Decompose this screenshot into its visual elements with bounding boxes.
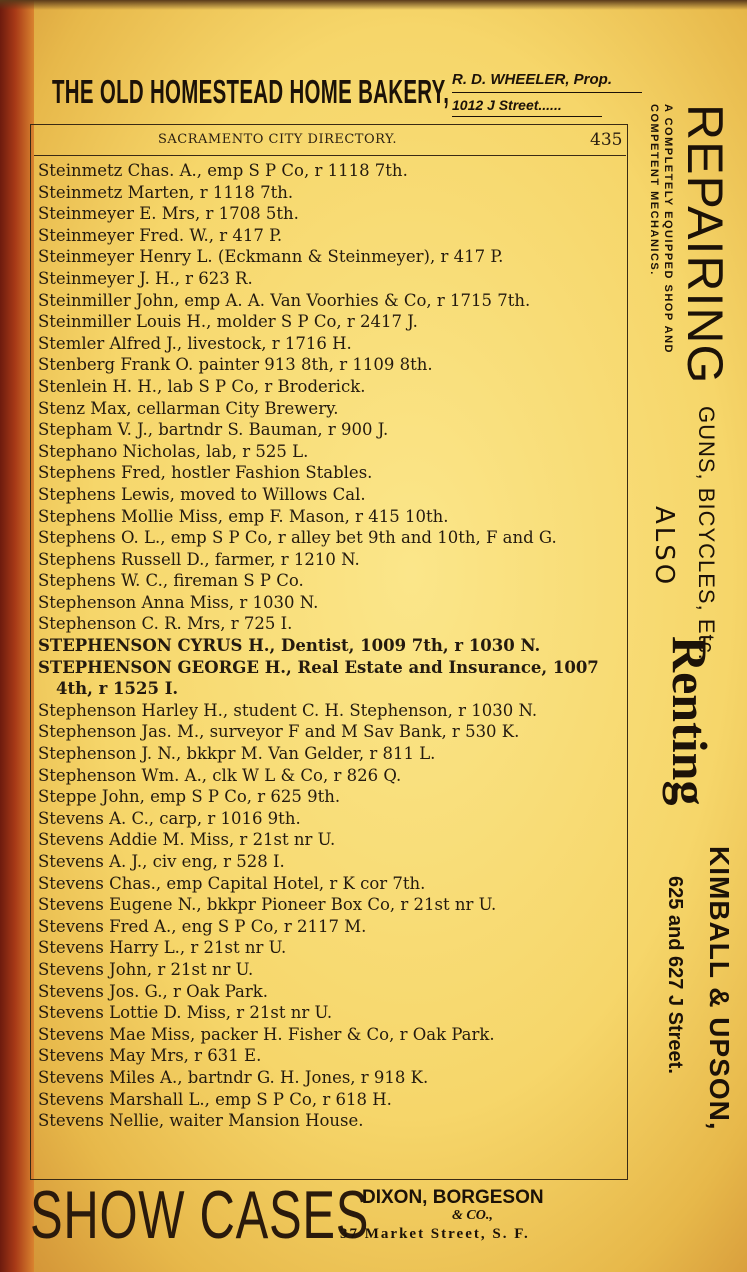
directory-entry: Steinmiller John, emp A. A. Van Voorhies & Co, r 1715 7th.: [38, 290, 531, 310]
directory-entry: Stevens Marshall L., emp S P Co, r 618 H.: [38, 1089, 392, 1109]
directory-entry: Steinmetz Marten, r 1118 7th.: [38, 182, 294, 202]
directory-entries: [38, 160, 626, 1132]
directory-entry: Stemler Alfred J., livestock, r 1716 H.: [38, 333, 352, 353]
directory-entry: Stephens O. L., emp S P Co, r alley bet 9th and 10th, F and G.: [38, 528, 557, 548]
directory-entry: Stevens Eugene N., bkkpr Pioneer Box Co, r 21st nr U.: [38, 895, 497, 915]
bakery-ad-name: THE OLD HOMESTEAD HOME BAKERY,: [52, 73, 450, 110]
side-ad-repairing: REPAIRING: [677, 104, 733, 385]
bottom-ad-show-cases: SHOW CASES: [30, 1177, 370, 1253]
directory-entry: Stephenson J. N., bkkpr M. Van Gelder, r 811 L.: [38, 744, 436, 764]
directory-entry: Stevens John, r 21st nr U.: [38, 959, 254, 979]
directory-entry: Stephens Lewis, moved to Willows Cal.: [38, 484, 366, 504]
side-ad-company: KIMBALL & UPSON,: [704, 846, 735, 1131]
directory-entry: Stevens Mae Miss, packer H. Fisher & Co, r Oak Park.: [38, 1024, 495, 1044]
directory-entry: Stephens Fred, hostler Fashion Stables.: [38, 463, 373, 483]
directory-entry: Steinmetz Chas. A., emp S P Co, r 1118 7th.: [38, 161, 408, 180]
directory-entry: Stevens Jos. G., r Oak Park.: [38, 981, 269, 1001]
directory-entry: Stephens W. C., fireman S P Co.: [38, 571, 304, 591]
directory-entry: Stevens Nellie, waiter Mansion House.: [38, 1111, 364, 1131]
directory-entry: Steinmeyer Fred. W., r 417 P.: [38, 225, 283, 245]
side-ad-rotated: [630, 96, 747, 1196]
directory-entry: Stephano Nicholas, lab, r 525 L.: [38, 441, 309, 461]
directory-entry: Stevens A. J., civ eng, r 528 I.: [38, 852, 285, 871]
page-binding-edge: [0, 0, 34, 1272]
directory-entry: Stenlein H. H., lab S P Co, r Broderick.: [38, 376, 366, 396]
directory-entry: STEPHENSON GEORGE H., Real Estate and Insurance, 1007 4th, r 1525 I.: [38, 657, 599, 699]
directory-entry: STEPHENSON CYRUS H., Dentist, 1009 7th, r 1030 N.: [38, 636, 541, 656]
header-rule: [34, 155, 626, 156]
directory-entry: Stephens Mollie Miss, emp F. Mason, r 415 10th.: [38, 506, 449, 526]
directory-entry: Stevens Chas., emp Capital Hotel, r K cor 7th.: [38, 873, 426, 893]
directory-entry: Stevens Fred A., eng S P Co, r 2117 M.: [38, 916, 367, 936]
page-number: 435: [590, 130, 623, 150]
directory-entry: Stephenson Harley H., student C. H. Stephenson, r 1030 N.: [38, 700, 538, 720]
directory-entry: Steinmeyer J. H., r 623 R.: [38, 268, 253, 288]
side-ad: [630, 96, 747, 1196]
directory-entry: Stephenson Wm. A., clk W L & Co, r 826 Q.: [38, 765, 402, 785]
side-ad-renting: Renting: [662, 636, 718, 806]
directory-entry: Stenz Max, cellarman City Brewery.: [38, 398, 339, 418]
directory-entry: Stepham V. J., bartndr S. Bauman, r 900 J.: [38, 420, 389, 440]
directory-entry: Steinmiller Louis H., molder S P Co, r 2417 J.: [38, 312, 418, 332]
directory-entry: Steinmeyer Henry L. (Eckmann & Steinmeyer), r 417 P.: [38, 247, 504, 267]
directory-entry: Stephens Russell D., farmer, r 1210 N.: [38, 549, 360, 569]
side-ad-tagline-1: A COMPLETELY EQUIPPED SHOP AND: [662, 104, 674, 354]
bottom-ad-co: & CO.,: [452, 1208, 493, 1223]
directory-entry: Stephenson Jas. M., surveyor F and M Sav Bank, r 530 K.: [38, 722, 520, 742]
page-top-shadow: [0, 0, 747, 10]
directory-entry: Stevens Lottie D. Miss, r 21st nr U.: [38, 1003, 333, 1023]
side-ad-tagline-2: COMPETENT MECHANICS.: [648, 104, 660, 276]
directory-entry: Stephenson Anna Miss, r 1030 N.: [38, 592, 319, 612]
directory-entry: Stenberg Frank O. painter 913 8th, r 1109 8th.: [38, 355, 433, 375]
directory-entry: Steinmeyer E. Mrs, r 1708 5th.: [38, 204, 299, 224]
bottom-ad-address: 37 Market Street, S. F.: [340, 1226, 530, 1242]
directory-entry: Steppe John, emp S P Co, r 625 9th.: [38, 787, 341, 807]
side-ad-also: ALSO: [649, 506, 679, 588]
bakery-ad-proprietor: R. D. WHEELER, Prop.: [452, 70, 642, 93]
directory-entry: Stevens May Mrs, r 631 E.: [38, 1046, 262, 1066]
directory-entry: Stevens Miles A., bartndr G. H. Jones, r 918 K.: [38, 1067, 429, 1087]
directory-entry: Stevens Harry L., r 21st nr U.: [38, 938, 287, 958]
bottom-ad-firm: DIXON, BORGESON: [362, 1187, 544, 1208]
running-title: SACRAMENTO CITY DIRECTORY.: [158, 132, 398, 147]
bakery-ad-address: 1012 J Street......: [452, 96, 602, 117]
side-ad-guns: GUNS, BICYCLES, Etc.: [694, 406, 719, 661]
directory-entry: Stevens Addie M. Miss, r 21st nr U.: [38, 830, 336, 850]
directory-entry: Stevens A. C., carp, r 1016 9th.: [38, 808, 301, 828]
directory-entry: Stephenson C. R. Mrs, r 725 I.: [38, 614, 293, 634]
side-ad-address: 625 and 627 J Street.: [664, 876, 686, 1074]
